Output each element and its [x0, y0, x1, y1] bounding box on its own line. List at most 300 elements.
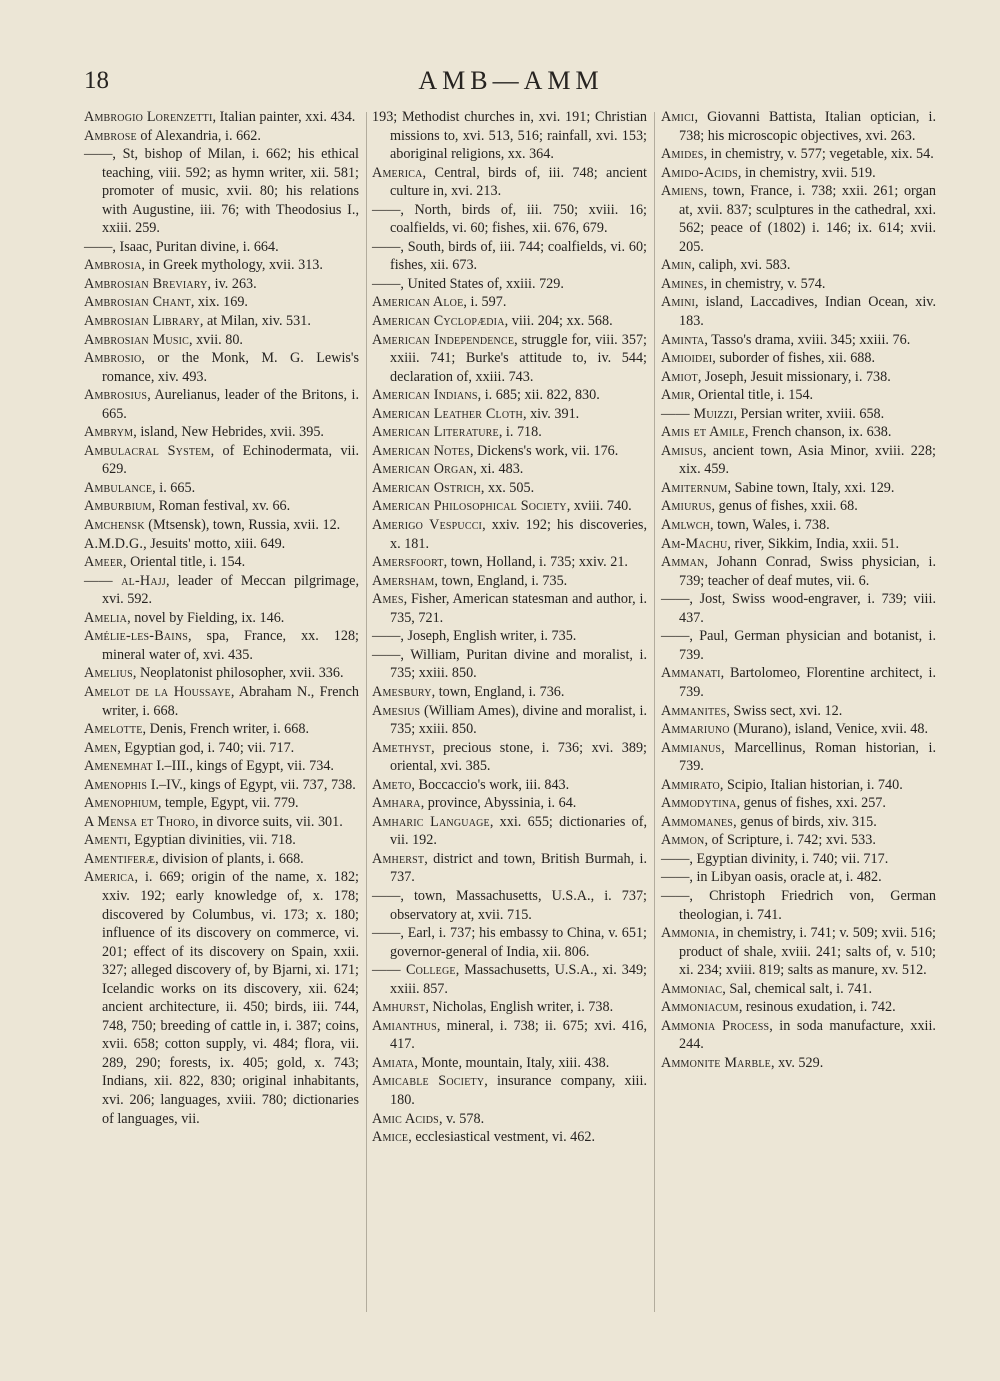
entry-headword: Ambrosian Chant: [84, 294, 191, 311]
entry-headword: Amides: [661, 146, 704, 163]
entry-references: , genus of fishes, xxii. 68.: [711, 498, 858, 515]
entry-references: , suborder of fishes, xii. 688.: [712, 350, 876, 367]
index-entry: [661, 349, 936, 368]
entry-references: ——, Isaac, Puritan divine, i. 664.: [84, 238, 279, 255]
entry-headword: Ammoniac: [661, 980, 723, 997]
entry-headword: Amiata: [372, 1054, 415, 1071]
index-entry: [661, 720, 936, 739]
index-entry: [84, 813, 359, 832]
entry-headword: Ameer: [84, 554, 124, 571]
entry-references: , Johann Conrad, Swiss physician, i. 739; teacher of deaf mutes, vii. 6.: [679, 554, 936, 589]
index-entry: [661, 182, 936, 256]
index-entry: [84, 757, 359, 776]
column-divider: [654, 112, 655, 1312]
entry-headword: Ammoniacum: [661, 999, 739, 1016]
index-entry: [84, 423, 359, 442]
entry-references: , Giovanni Battista, Italian optician, i. 738; his microscopic objectives, xvi. 263.: [679, 109, 936, 144]
index-entry: [372, 460, 647, 479]
entry-references: , xx. 505.: [480, 479, 535, 496]
index-entry: [372, 590, 647, 627]
index-entry: [661, 368, 936, 387]
entry-references: , genus of fishes, xxi. 257.: [736, 795, 886, 812]
index-entry: [84, 739, 359, 758]
entry-references: , xvii. 80.: [188, 331, 243, 348]
index-entry: [372, 275, 647, 294]
index-entry: [372, 998, 647, 1017]
page-header: [84, 66, 938, 100]
index-entry: [84, 831, 359, 850]
index-entry: [372, 1110, 647, 1129]
index-entry: [661, 386, 936, 405]
index-entry: [84, 535, 359, 554]
entry-headword: Amlwch: [661, 517, 711, 534]
index-entry: [661, 479, 936, 498]
entry-references: ——, Egyptian divinity, i. 740; vii. 717.: [661, 850, 889, 867]
entry-headword: American Organ: [372, 461, 474, 478]
index-column-2: [372, 108, 647, 1147]
entry-headword: Amersfoort: [372, 554, 444, 571]
index-entry: [661, 850, 936, 869]
entry-headword: Amerigo Vespucci: [372, 517, 483, 534]
entry-headword: American Literature: [372, 424, 499, 441]
entry-headword: Am-Machu: [661, 535, 728, 552]
index-entry: [372, 238, 647, 275]
entry-headword: Amharic Language: [372, 813, 490, 830]
entry-headword: American Leather Cloth: [372, 405, 523, 422]
index-entry: [661, 627, 936, 664]
index-entry: [661, 256, 936, 275]
entry-headword: Amianthus: [372, 1017, 437, 1034]
entry-references: , Tasso's drama, xviii. 345; xxiii. 76.: [704, 331, 911, 348]
entry-references: , xi. 483.: [473, 461, 524, 478]
index-entry: [372, 646, 647, 683]
entry-headword: Amhurst: [372, 999, 426, 1016]
entry-references: , Bartolomeo, Florentine architect, i. 739.: [679, 665, 936, 700]
entry-headword: Amin: [661, 257, 692, 274]
page-number: 18: [84, 67, 109, 94]
index-entry: [84, 553, 359, 572]
entry-headword: Amburbium: [84, 498, 152, 515]
entry-headword: Amman: [661, 554, 705, 571]
entry-headword: Amersham: [372, 572, 435, 589]
index-entry: [84, 312, 359, 331]
entry-references: , town, Holland, i. 735; xxiv. 21.: [443, 554, 628, 571]
entry-headword: Ambrosian Breviary: [84, 275, 208, 292]
entry-headword: America: [372, 164, 423, 181]
index-entry: [372, 331, 647, 387]
entry-headword: Amiurus: [661, 498, 712, 515]
entry-references: ——, Jost, Swiss wood-engraver, i. 739; viii. 437.: [661, 591, 936, 626]
entry-references: , Nicholas, English writer, i. 738.: [425, 999, 614, 1016]
entry-headword: Ambrosian Music: [84, 331, 189, 348]
entry-references: , in Greek mythology, xvii. 313.: [141, 257, 323, 274]
entry-headword: Amhara: [372, 795, 421, 812]
entry-headword: Ambrosius: [84, 387, 148, 404]
entry-references: , spa, France, xx. 128; mineral water of, xvi. 435.: [102, 628, 359, 663]
index-entry: [661, 776, 936, 795]
entry-headword: America: [84, 869, 135, 886]
index-entry: [372, 683, 647, 702]
entry-references: , district and town, British Burmah, i. 737.: [390, 850, 647, 886]
entry-references: , town, England, i. 735.: [434, 572, 568, 589]
index-entry: [372, 1017, 647, 1054]
entry-references: , province, Abyssinia, i. 64.: [420, 795, 577, 812]
entry-references: , in chemistry, i. 741; v. 509; xvii. 516; product of shale, xviii. 241; salts of, v. 510; xi. 234; xviii. 819; salts as manure, xv. 512.: [679, 925, 936, 979]
index-entry: [661, 331, 936, 350]
index-entry: [661, 497, 936, 516]
index-entry: [84, 293, 359, 312]
index-entry: [372, 108, 647, 164]
entry-headword: Amines: [661, 275, 704, 292]
entry-references: , v. 578.: [438, 1110, 485, 1127]
entry-references: , Sabine town, Italy, xxi. 129.: [727, 479, 895, 496]
entry-references: , ecclesiastical vestment, vi. 462.: [408, 1129, 595, 1146]
index-entry: [84, 627, 359, 664]
index-entry: [661, 998, 936, 1017]
entry-references: , Roman festival, xv. 66.: [151, 498, 291, 515]
entry-references: , viii. 204; xx. 568.: [504, 313, 613, 330]
entry-references: , in chemistry, v. 577; vegetable, xix. 54.: [703, 146, 934, 163]
entry-headword: Ammirato: [661, 776, 720, 793]
index-entry: [84, 516, 359, 535]
entry-headword: Ammanati: [661, 665, 721, 682]
entry-references: , xviii. 740.: [566, 498, 632, 515]
entry-headword: Ammomanes: [661, 813, 734, 830]
entry-references: 193; Methodist churches in, xvi. 191; Christian missions to, xvi. 513, 516; rainfall, xvi. 153; aboriginal religions, xx. 364.: [372, 109, 647, 163]
entry-references: ——, Paul, German physician and botanist, i. 739.: [661, 628, 936, 663]
index-entry: [372, 776, 647, 795]
entry-references: , genus of birds, xiv. 315.: [733, 813, 877, 830]
entry-references: ——, United States of, xxiii. 729.: [372, 275, 564, 292]
entry-headword: Ambrogio Lorenzetti: [84, 109, 213, 125]
entry-headword: Amchensk: [84, 517, 145, 534]
entry-references: , or the Monk, M. G. Lewis's romance, xiv. 493.: [102, 350, 359, 385]
entry-references: , Italian painter, xxi. 434.: [212, 109, 356, 125]
entry-references: , in chemistry, xvii. 519.: [737, 164, 876, 181]
entry-references: , resinous exudation, i. 742.: [738, 999, 896, 1016]
entry-headword: Ammodytina: [661, 795, 737, 812]
entry-headword: Amiternum: [661, 479, 728, 496]
entry-references: , Egyptian divinities, vii. 718.: [127, 832, 296, 849]
index-entry: [372, 702, 647, 739]
index-entry: [84, 386, 359, 423]
entry-references: , in soda manufacture, xxii. 244.: [679, 1017, 936, 1053]
index-entry: [372, 1128, 647, 1147]
index-entry: [84, 868, 359, 1128]
entry-headword: Amiens: [661, 183, 704, 200]
entry-headword: Amice: [372, 1129, 409, 1146]
entry-references: , xix. 169.: [190, 294, 248, 311]
entry-references: , island, New Hebrides, xvii. 395.: [133, 424, 324, 441]
entry-headword: Ambulacral System: [84, 442, 211, 459]
entry-headword: Ammonia Process: [661, 1017, 770, 1034]
entry-headword: Ambrose: [84, 127, 137, 144]
index-entry: [661, 831, 936, 850]
entry-references: , leader of Meccan pilgrimage, xvi. 592.: [102, 572, 360, 608]
index-entry: [372, 293, 647, 312]
index-entry: [372, 386, 647, 405]
entry-headword: Amenti: [84, 832, 128, 849]
entry-headword: Ammianus: [661, 739, 722, 756]
entry-headword: Ambrym: [84, 424, 134, 441]
entry-references: , Massachusetts, U.S.A., xi. 349; xxiii. 857.: [390, 962, 647, 997]
entry-references: , temple, Egypt, vii. 779.: [157, 795, 299, 812]
index-entry: [661, 553, 936, 590]
entry-headword: Ambulance: [84, 479, 153, 496]
entry-references: ——, in Libyan oasis, oracle at, i. 482.: [661, 869, 882, 886]
index-entry: [372, 312, 647, 331]
index-entry: [84, 850, 359, 869]
entry-headword: Amis et Amile: [661, 424, 745, 441]
entry-references: , Denis, French writer, i. 668.: [142, 721, 310, 738]
index-entry: [661, 813, 936, 832]
index-entry: [661, 516, 936, 535]
entry-references: , Abraham N., French writer, i. 668.: [102, 683, 359, 719]
index-entry: [372, 423, 647, 442]
index-entry: [372, 1054, 647, 1073]
entry-references: , Monte, mountain, Italy, xiii. 438.: [414, 1054, 610, 1071]
index-entry: [661, 275, 936, 294]
index-entry: [84, 479, 359, 498]
index-entry: [661, 887, 936, 924]
index-entry: [372, 405, 647, 424]
entry-references: of Alexandria, i. 662.: [136, 127, 261, 144]
entry-references: , Fisher, American statesman and author, i. 735, 721.: [390, 591, 647, 626]
entry-headword: Ammariuno: [661, 721, 730, 738]
entry-headword: Amenophis: [84, 776, 148, 793]
entry-references: (Mtsensk), town, Russia, xvii. 12.: [144, 517, 341, 534]
entry-references: , in chemistry, v. 574.: [703, 275, 826, 292]
index-entry: [84, 794, 359, 813]
running-head: AMB—AMM: [418, 66, 604, 95]
index-entry: [661, 590, 936, 627]
index-entry: [661, 405, 936, 424]
entry-references: , xv. 529.: [770, 1054, 824, 1071]
column-divider: [366, 112, 367, 1312]
index-entry: [84, 145, 359, 238]
entry-headword: American Ostrich: [372, 479, 481, 496]
entry-references: , river, Sikkim, India, xxii. 51.: [727, 535, 900, 552]
entry-references: ——, William, Puritan divine and moralist, i. 735; xxiii. 850.: [372, 646, 647, 682]
entry-headword: Ammanites: [661, 702, 727, 719]
entry-headword: Amini: [661, 294, 696, 311]
entry-headword: American Aloe: [372, 294, 464, 311]
index-entry: [661, 145, 936, 164]
index-entry: [661, 664, 936, 701]
index-entry: [84, 238, 359, 257]
index-entry: [661, 702, 936, 721]
entry-headword: Amisus: [661, 442, 704, 459]
entry-references: ——, Christoph Friedrich von, German theologian, i. 741.: [661, 887, 936, 923]
index-entry: [372, 1072, 647, 1109]
index-column-1: [84, 108, 359, 1128]
entry-headword: Amethyst: [372, 739, 432, 756]
entry-headword: —— College: [372, 962, 456, 979]
entry-references: , Swiss sect, xvi. 12.: [726, 702, 843, 719]
entry-headword: —— al-Hajj: [84, 572, 166, 589]
index-entry: [372, 442, 647, 461]
entry-references: , division of plants, i. 668.: [155, 850, 304, 867]
entry-headword: Amir: [661, 387, 691, 404]
entry-headword: Amelia: [84, 609, 128, 626]
index-entry: [84, 275, 359, 294]
entry-references: , Joseph, Jesuit missionary, i. 738.: [697, 368, 891, 385]
entry-headword: Amiot: [661, 368, 698, 385]
index-entry: [372, 627, 647, 646]
index-entry: [372, 553, 647, 572]
entry-references: , xiv. 391.: [522, 405, 580, 422]
entry-headword: Amelot de la Houssaye: [84, 683, 231, 700]
index-entry: [661, 868, 936, 887]
entry-references: , Persian writer, xviii. 658.: [733, 405, 885, 422]
entry-headword: Amherst: [372, 850, 425, 867]
index-entry: [661, 442, 936, 479]
entry-headword: American Independence: [372, 331, 515, 348]
entry-references: , Dickens's work, vii. 176.: [469, 442, 619, 459]
entry-references: , insurance company, xiii. 180.: [390, 1073, 647, 1108]
index-entry: [372, 201, 647, 238]
entry-references: ——, St, bishop of Milan, i. 662; his ethical teaching, viii. 592; as hymn writer, xii. 581; promoter of music, xvii. 80; his relations with Augustine, iii. 76; with Theodosius I., xxiii. 259.: [84, 146, 359, 237]
entry-references: , i. 685; xii. 822, 830.: [477, 387, 600, 404]
entry-references: , Aurelianus, leader of the Britons, i. 665.: [102, 387, 359, 422]
entry-headword: Ameto: [372, 776, 412, 793]
index-entry: [372, 924, 647, 961]
entry-references: , Oriental title, i. 154.: [690, 387, 814, 404]
index-entry: [661, 739, 936, 776]
entry-references: , Boccaccio's work, iii. 843.: [411, 776, 570, 793]
index-entry: [372, 813, 647, 850]
entry-headword: Ambrosio: [84, 350, 142, 367]
index-entry: [372, 479, 647, 498]
entry-references: ——, South, birds of, iii. 744; coalfields, vi. 60; fishes, xii. 673.: [372, 238, 647, 274]
entry-references: , town, England, i. 736.: [431, 683, 565, 700]
index-entry: [661, 794, 936, 813]
index-column-3: [661, 108, 936, 1072]
index-entry: [661, 535, 936, 554]
entry-headword: Amelotte: [84, 721, 143, 738]
entry-references: , island, Laccadives, Indian Ocean, xiv. 183.: [679, 294, 936, 330]
index-entry: [84, 720, 359, 739]
entry-references: , town, France, i. 738; xxii. 261; organ at, xvii. 837; sculptures in the cathedral, xxi. 562; peace of (1802) i. 146; ix. 614; xvii. 205.: [679, 183, 936, 255]
entry-references: , precious stone, i. 736; xvi. 389; oriental, xvi. 385.: [390, 739, 647, 775]
entry-references: ——, Joseph, English writer, i. 735.: [372, 628, 577, 645]
entry-references: (William Ames), divine and moralist, i. 735; xxiii. 850.: [390, 702, 647, 738]
entry-references: , Sal, chemical salt, i. 741.: [722, 980, 873, 997]
index-entry: [84, 683, 359, 720]
index-entry: [661, 164, 936, 183]
entry-references: , town, Wales, i. 738.: [710, 517, 830, 534]
entry-references: ——, town, Massachusetts, U.S.A., i. 737; observatory at, xvii. 715.: [372, 887, 647, 923]
entry-headword: Ambrosia: [84, 257, 142, 274]
entry-headword: American Notes: [372, 442, 470, 459]
entry-headword: Amesius: [372, 702, 421, 719]
entry-references: , Jesuits' motto, xiii. 649.: [143, 535, 286, 552]
entry-headword: Amelius: [84, 665, 133, 682]
entry-headword: Amen: [84, 739, 118, 756]
entry-headword: Ambrosian Library: [84, 313, 200, 330]
index-entry: [661, 1017, 936, 1054]
entry-references: I.–IV., kings of Egypt, vii. 737, 738.: [147, 776, 356, 793]
entry-headword: —— Muizzi: [661, 405, 734, 422]
entry-headword: Amic Acids: [372, 1110, 439, 1127]
index-entry: [84, 664, 359, 683]
index-entry: [372, 850, 647, 887]
entry-headword: Amicable Society: [372, 1073, 485, 1090]
entry-headword: Aminta: [661, 331, 705, 348]
entry-references: , novel by Fielding, ix. 146.: [127, 609, 285, 626]
entry-references: (Murano), island, Venice, xvii. 48.: [729, 721, 929, 738]
entry-headword: Ammon: [661, 832, 705, 849]
index-entry: [661, 1054, 936, 1073]
index-entry: [372, 497, 647, 516]
index-entry: [661, 108, 936, 145]
index-entry: [661, 293, 936, 330]
entry-references: , Oriental title, i. 154.: [123, 554, 246, 571]
index-entry: [372, 794, 647, 813]
entry-references: , iv. 263.: [207, 275, 257, 292]
index-entry: [372, 887, 647, 924]
entry-references: , Neoplatonist philosopher, xvii. 336.: [132, 665, 344, 682]
entry-references: , xxi. 655; dictionaries of, vii. 192.: [390, 813, 647, 849]
entry-headword: Ammonite Marble: [661, 1054, 771, 1071]
index-entry: [661, 423, 936, 442]
entry-references: , i. 665.: [152, 479, 196, 496]
index-entry: [661, 980, 936, 999]
entry-headword: Amenophium: [84, 795, 158, 812]
index-entry: [84, 127, 359, 146]
entry-headword: Amélie-les-Bains: [84, 628, 189, 645]
entry-headword: Amesbury: [372, 683, 432, 700]
entry-references: , Central, birds of, iii. 748; ancient culture in, xvi. 213.: [390, 164, 647, 200]
entry-references: , at Milan, xiv. 531.: [199, 313, 311, 330]
entry-references: , French chanson, ix. 638.: [744, 424, 892, 441]
entry-references: , Scipio, Italian historian, i. 740.: [719, 776, 903, 793]
index-entry: [84, 256, 359, 275]
entry-references: , i. 718.: [498, 424, 542, 441]
entry-references: ——, Earl, i. 737; his embassy to China, v. 651; governor-general of India, xii. 806.: [372, 925, 647, 960]
entry-headword: Ames: [372, 591, 404, 608]
index-entry: [84, 442, 359, 479]
entry-references: I.–III., kings of Egypt, vii. 734.: [152, 758, 334, 775]
entry-headword: American Philosophical Society: [372, 498, 567, 515]
entry-references: , mineral, i. 738; ii. 675; xvi. 416, 417.: [390, 1017, 647, 1053]
index-entry: [372, 516, 647, 553]
entry-references: , struggle for, viii. 357; xxiii. 741; Burke's attitude to, iv. 544; declaration of, xxiii. 743.: [390, 331, 647, 385]
entry-references: ——, North, birds of, iii. 750; xviii. 16; coalfields, vi. 60; fishes, xii. 676, 679.: [372, 201, 647, 237]
entry-references: , in divorce suits, vii. 301.: [195, 813, 343, 830]
index-entry: [84, 331, 359, 350]
entry-headword: A.M.D.G.: [84, 535, 144, 552]
index-entry: [372, 572, 647, 591]
entry-references: , ancient town, Asia Minor, xviii. 228; xix. 459.: [679, 442, 936, 478]
entry-references: , of Scripture, i. 742; xvi. 533.: [704, 832, 876, 849]
entry-references: , i. 597.: [463, 294, 507, 311]
entry-headword: American Cyclopædia: [372, 313, 505, 330]
entry-headword: Amenemhat: [84, 758, 153, 775]
index-entry: [84, 497, 359, 516]
entry-headword: Amido-Acids: [661, 164, 738, 181]
entry-references: , of Echinodermata, vii. 629.: [102, 442, 359, 478]
index-entry: [372, 164, 647, 201]
index-entry: [84, 349, 359, 386]
index-entry: [84, 108, 359, 127]
index-entry: [372, 739, 647, 776]
entry-headword: Amentiferæ: [84, 850, 156, 867]
entry-references: , Egyptian god, i. 740; vii. 717.: [117, 739, 295, 756]
entry-headword: Amioidei: [661, 350, 713, 367]
entry-references: , caliph, xvi. 583.: [691, 257, 791, 274]
entry-references: , i. 669; origin of the name, x. 182; xxiv. 192; early knowledge of, x. 178; discovered by Columbus, vi. 173; x. 180; influence of its discovery on commerce, vi. 201; effect of its discovery on Spain, xxii. 327; alleged discovery of, by Bjarni, xi. 171; Icelandic works on its discovery, xii. 624; ancient architecture, ii. 450; birds, iii. 744, 748, 750; breeding of cattle in, i. 387; coins, xvii. 658; cotton supply, vi. 484; flora, vii. 289, 290; forests, ix. 405; gold, x. 743; Indians, xii. 822, 830; original inhabitants, xvi. 206; languages, xviii. 780; dictionaries of languages, vii.: [102, 869, 359, 1127]
